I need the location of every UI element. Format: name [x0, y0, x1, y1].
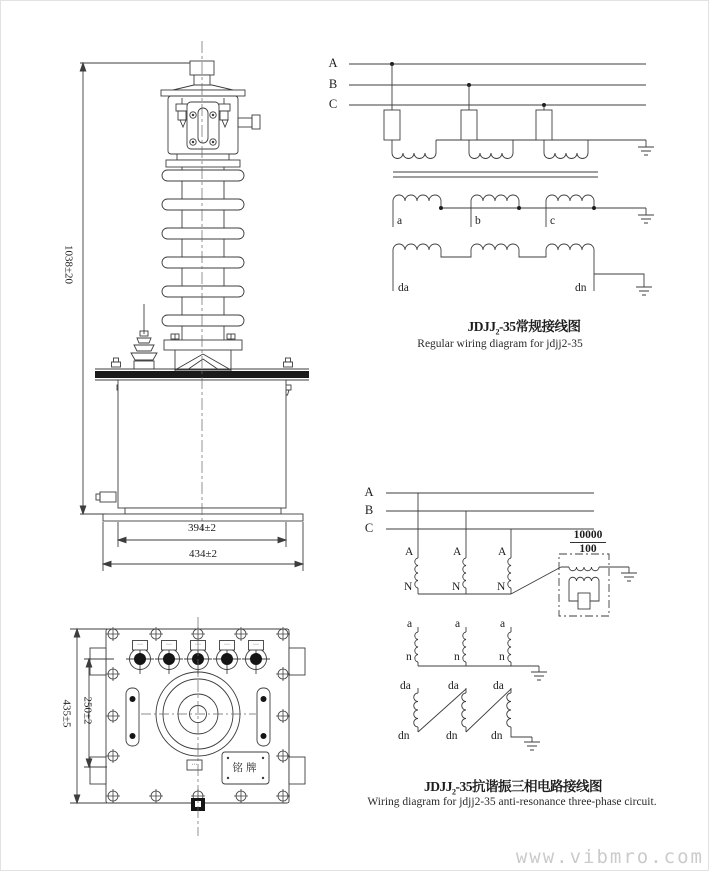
diagram2-title-cn: $JDJJ_2-35$抗谐振三相电路接线图 [423, 779, 603, 797]
terminal-mark: ··· [191, 762, 198, 768]
tertiary-top-label: da [400, 680, 411, 692]
terminal-dn-label: dn [575, 282, 587, 294]
regular-wiring-diagram [349, 62, 654, 295]
nameplate-label: 铭牌 [232, 763, 260, 774]
primary-top-label: A [498, 546, 507, 558]
drain-valve [96, 492, 116, 502]
porcelain-insulator [162, 167, 244, 341]
secondary-top-label: a [407, 618, 413, 630]
ground-symbol [621, 567, 637, 581]
transformer-head [161, 61, 260, 167]
ratio-label: 10000 100 [562, 529, 614, 556]
dim-outer-label: 435±5 [60, 699, 73, 728]
tertiary-top-label: da [448, 680, 459, 692]
terminal-c-label: c [550, 215, 556, 227]
terminal-a-label: a [397, 215, 403, 227]
terminal-mark: ··· [137, 642, 143, 648]
line-art [1, 1, 709, 871]
secondary-windings [393, 195, 646, 227]
phase-a-label: A [364, 485, 374, 499]
tertiary-windings [414, 688, 540, 750]
secondary-bottom-label: n [454, 651, 460, 663]
primary-top-label: A [453, 546, 462, 558]
phase-b-label: B [328, 77, 338, 91]
oil-gauge [187, 102, 219, 149]
phase-b-label: B [364, 503, 374, 517]
damping-device [559, 554, 637, 616]
phase-c-label: C [364, 521, 374, 535]
ground-symbol [638, 208, 654, 223]
insulator-clamp [164, 334, 242, 372]
terminal-mark: ··· [224, 642, 230, 648]
tertiary-winding [393, 244, 644, 291]
fuses [384, 110, 552, 140]
primary-windings [392, 140, 588, 159]
diagram1-title-en: Regular wiring diagram for jdjj2-35 [417, 338, 583, 350]
tertiary-bottom-label: dn [446, 730, 458, 742]
oil-tank [96, 380, 303, 521]
diagram1-title-cn: $JDJJ_2-35$常规接线图 [467, 319, 581, 337]
dim-tank-width-label: 394±2 [187, 522, 217, 534]
ground-symbol [638, 140, 654, 155]
terminal-b-label: b [475, 215, 481, 227]
secondary-windings [415, 627, 547, 680]
terminal-mark: ··· [166, 642, 172, 648]
ground-symbol [524, 737, 540, 750]
phase-bus-lines [386, 493, 594, 529]
secondary-bottom-label: n [499, 651, 505, 663]
tertiary-top-label: da [493, 680, 504, 692]
dim-height-label: 1038±20 [62, 244, 75, 285]
terminal-da-label: da [398, 282, 409, 294]
phase-a-label: A [328, 56, 338, 70]
primary-bottom-label: N [497, 581, 506, 593]
ground-symbol [531, 666, 547, 680]
primary-top-label: A [405, 546, 414, 558]
primary-bottom-label: N [452, 581, 461, 593]
ground-symbol [636, 281, 652, 295]
primary-bottom-label: N [404, 581, 413, 593]
dim-inner-label: 250±2 [81, 696, 94, 725]
phase-bus-lines [349, 64, 646, 105]
diagram2-title-en: Wiring diagram for jdjj2-35 anti-resonance three-phase circuit. [367, 796, 657, 808]
core-lines [393, 172, 598, 177]
neutral-link [511, 567, 561, 594]
tertiary-bottom-label: dn [491, 730, 503, 742]
tertiary-bottom-label: dn [398, 730, 410, 742]
front-view-drawing [80, 41, 309, 571]
top-view-drawing [70, 617, 305, 836]
secondary-top-label: a [500, 618, 506, 630]
terminal-mark: ··· [253, 642, 259, 648]
secondary-top-label: a [455, 618, 461, 630]
secondary-bushing [131, 304, 157, 369]
filler-spout [238, 115, 260, 129]
terminal-mark: ··· [195, 642, 201, 648]
phase-c-label: C [328, 97, 338, 111]
dim-base-width-label: 434±2 [188, 548, 218, 560]
secondary-bottom-label: n [406, 651, 412, 663]
watermark: www.vibmro.com [515, 846, 704, 868]
